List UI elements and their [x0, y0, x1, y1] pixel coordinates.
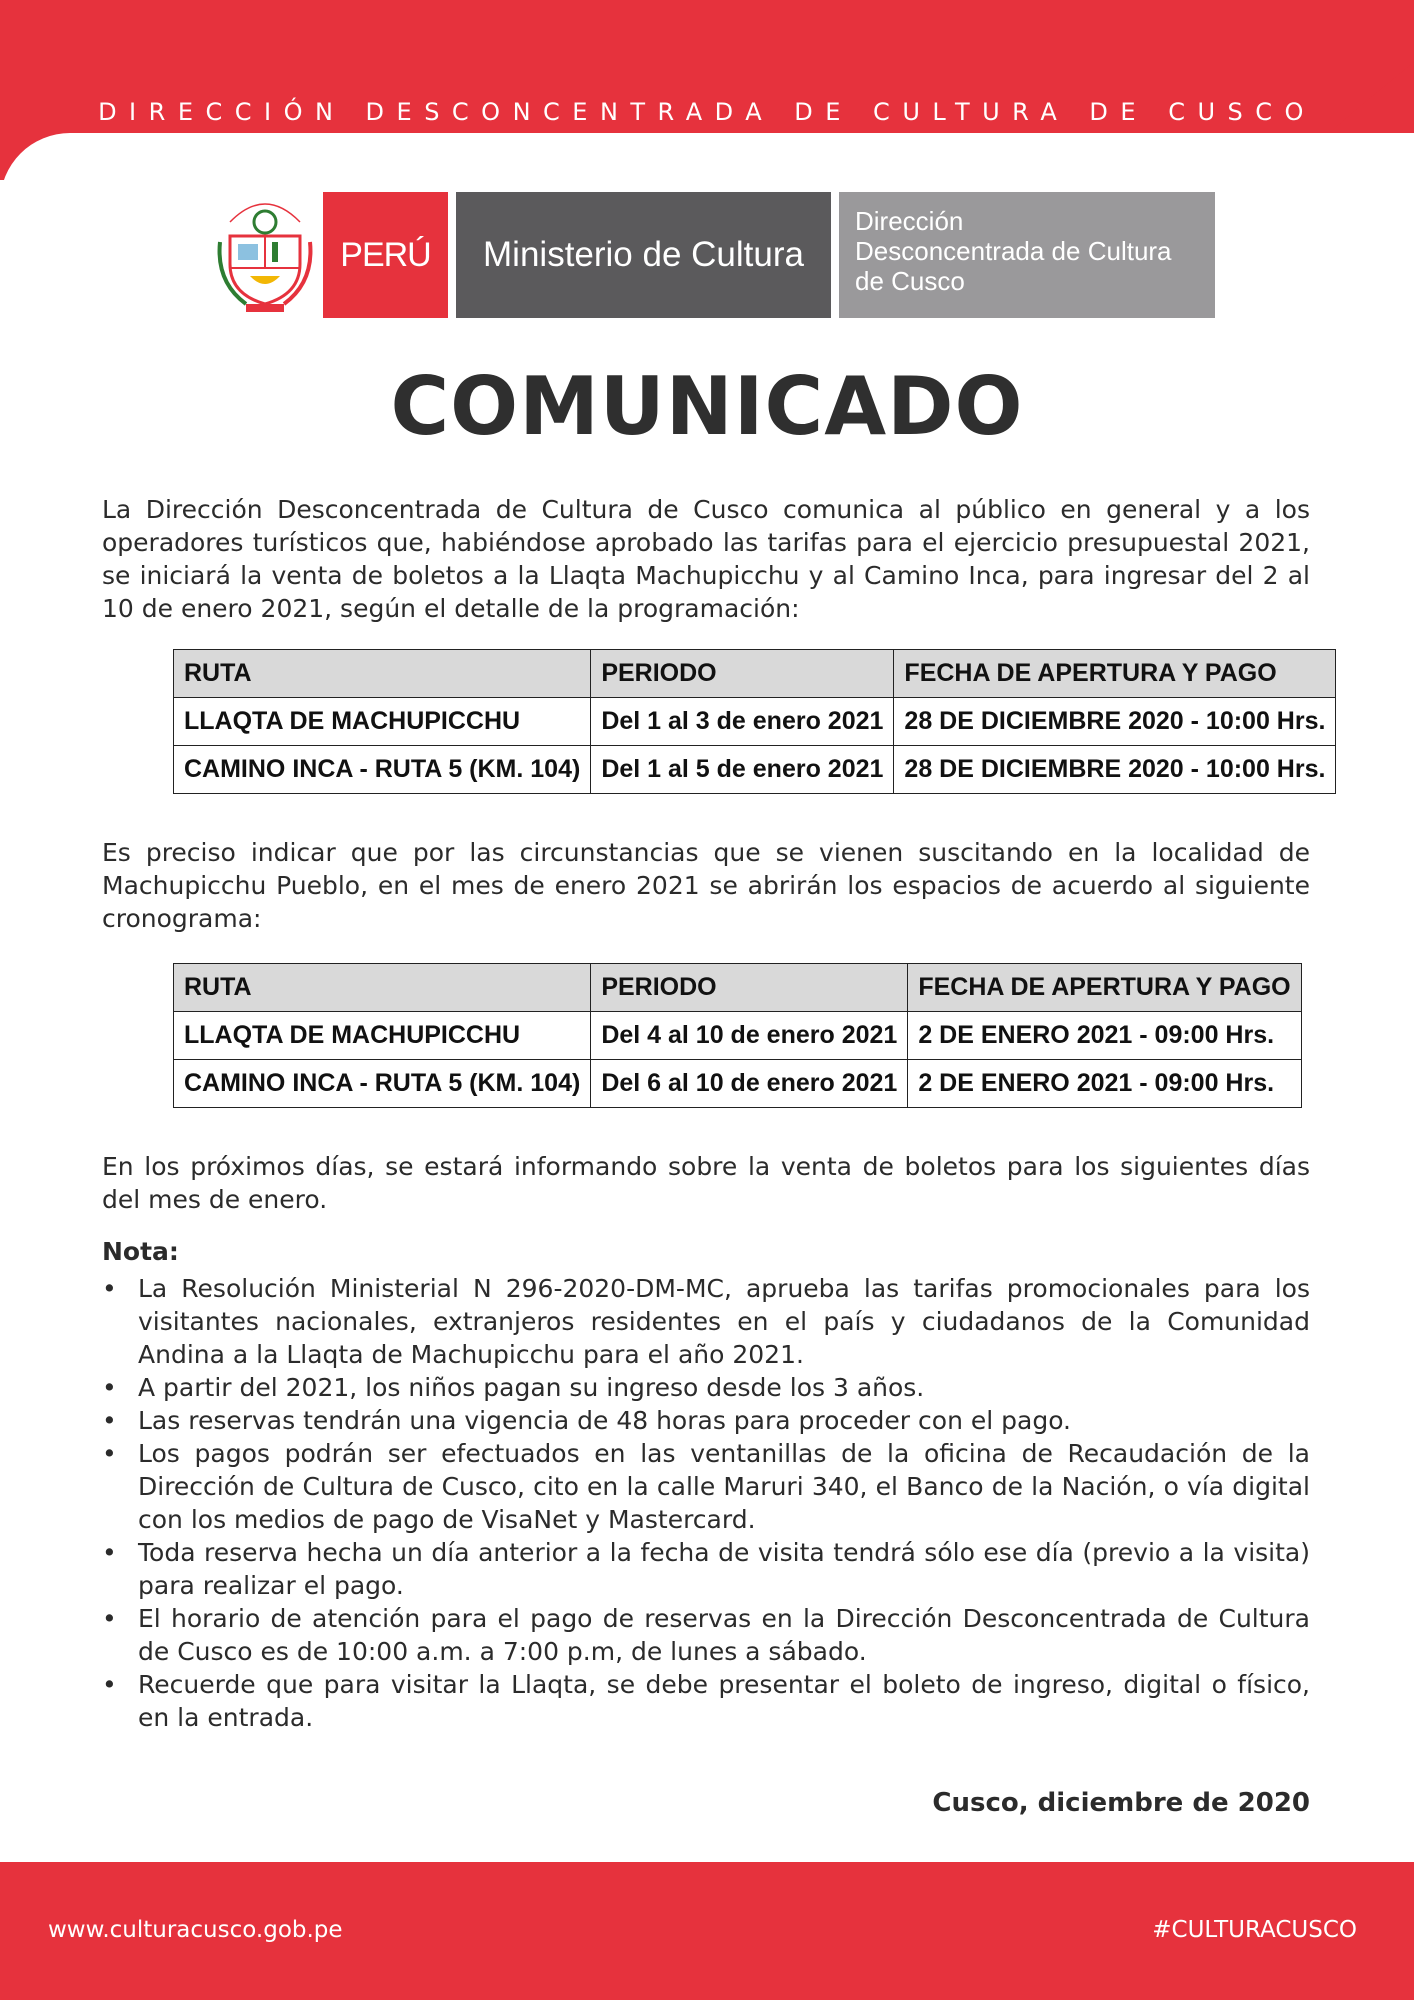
table-cell: Del 4 al 10 de enero 2021: [591, 1012, 908, 1060]
intro-paragraph: La Dirección Desconcentrada de Cultura de Cusco comunica al público en general y a los operadores turísticos que, habiéndose aprobado las tarifas para el ejercicio presupuestal 2021, se iniciará la venta de boletos a la Llaqta Machupicchu y al Camino Inca, para ingresar del 2 al 10 de enero 2021, según el detalle de la programación:: [102, 495, 1310, 623]
table-cell: Del 1 al 5 de enero 2021: [591, 746, 894, 794]
website-link[interactable]: www.culturacusco.gob.pe: [48, 1917, 343, 1943]
direction-line: Dirección: [855, 206, 964, 236]
closing-paragraph: En los próximos días, se estará informando sobre la venta de boletos para los siguientes días del mes de enero.: [102, 1152, 1310, 1214]
table-cell: Del 1 al 3 de enero 2021: [591, 698, 894, 746]
peru-coat-of-arms-icon: [216, 192, 314, 318]
header-title: DIRECCIÓN DESCONCENTRADA DE CULTURA DE CUSCO: [98, 98, 1316, 126]
table-cell: LLAQTA DE MACHUPICCHU: [174, 698, 591, 746]
column-header: RUTA: [174, 650, 591, 698]
column-header: FECHA DE APERTURA Y PAGO: [908, 964, 1301, 1012]
table-header-row: [174, 650, 1336, 698]
direction-line: de Cusco: [855, 266, 965, 296]
list-item: • Los pagos podrán ser efectuados en las ventanillas de la oficina de Recaudación de la Dirección de Cultura de Cusco, cito en la calle Maruri 340, el Banco de la Nación, o vía digital con los medios de pago de VisaNet y Mastercard.: [102, 1437, 1310, 1536]
list-item: • A partir del 2021, los niños pagan su ingreso desde los 3 años.: [102, 1371, 1310, 1404]
hashtag: #CULTURACUSCO: [1152, 1917, 1357, 1943]
table-cell: 2 DE ENERO 2021 - 09:00 Hrs.: [908, 1012, 1301, 1060]
table-row: [174, 746, 1336, 794]
list-item: • El horario de atención para el pago de reservas en la Dirección Desconcentrada de Cultura de Cusco es de 10:00 a.m. a 7:00 p.m, de lunes a sábado.: [102, 1602, 1310, 1668]
list-item: • Toda reserva hecha un día anterior a la fecha de visita tendrá sólo ese día (previo a la visita) para realizar el pago.: [102, 1536, 1310, 1602]
schedule-table-2: [173, 963, 1302, 1108]
table-cell: CAMINO INCA - RUTA 5 (KM. 104): [174, 746, 591, 794]
column-header: PERIODO: [591, 650, 894, 698]
column-header: PERIODO: [591, 964, 908, 1012]
logo-row: [216, 192, 1215, 318]
peru-logo: PERÚ: [323, 192, 448, 318]
table-row: [174, 698, 1336, 746]
table-row: [174, 1012, 1302, 1060]
schedule-table-1: [173, 649, 1336, 794]
column-header: FECHA DE APERTURA Y PAGO: [894, 650, 1336, 698]
ministry-logo: Ministerio de Cultura: [456, 192, 831, 318]
page-title: COMUNICADO: [390, 360, 1024, 453]
table-cell: 28 DE DICIEMBRE 2020 - 10:00 Hrs.: [894, 698, 1336, 746]
column-header: RUTA: [174, 964, 591, 1012]
list-item: • La Resolución Ministerial N 296-2020-DM-MC, aprueba las tarifas promocionales para los visitantes nacionales, extranjeros residentes en el país y ciudadanos de la Comunidad Andina a la Llaqta de Machupicchu para el año 2021.: [102, 1272, 1310, 1371]
nota-title: Nota:: [102, 1237, 179, 1266]
table-cell: CAMINO INCA - RUTA 5 (KM. 104): [174, 1060, 591, 1108]
direction-line: Desconcentrada de Cultura: [855, 236, 1172, 266]
table-cell: 28 DE DICIEMBRE 2020 - 10:00 Hrs.: [894, 746, 1336, 794]
list-item: • Las reservas tendrán una vigencia de 48 horas para proceder con el pago.: [102, 1404, 1310, 1437]
middle-paragraph: Es preciso indicar que por las circunstancias que se vienen suscitando en la localidad de Machupicchu Pueblo, en el mes de enero 2021 se abrirán los espacios de acuerdo al siguiente cronograma:: [102, 838, 1310, 933]
table-cell: Del 6 al 10 de enero 2021: [591, 1060, 908, 1108]
list-item: • Recuerde que para visitar la Llaqta, se debe presentar el boleto de ingreso, digital o físico, en la entrada.: [102, 1668, 1310, 1734]
direction-logo: [839, 192, 1215, 318]
table-cell: LLAQTA DE MACHUPICCHU: [174, 1012, 591, 1060]
signoff: Cusco, diciembre de 2020: [932, 1788, 1310, 1818]
table-header-row: [174, 964, 1302, 1012]
nota-list: [102, 1272, 1310, 1734]
table-row: [174, 1060, 1302, 1108]
table-cell: 2 DE ENERO 2021 - 09:00 Hrs.: [908, 1060, 1301, 1108]
